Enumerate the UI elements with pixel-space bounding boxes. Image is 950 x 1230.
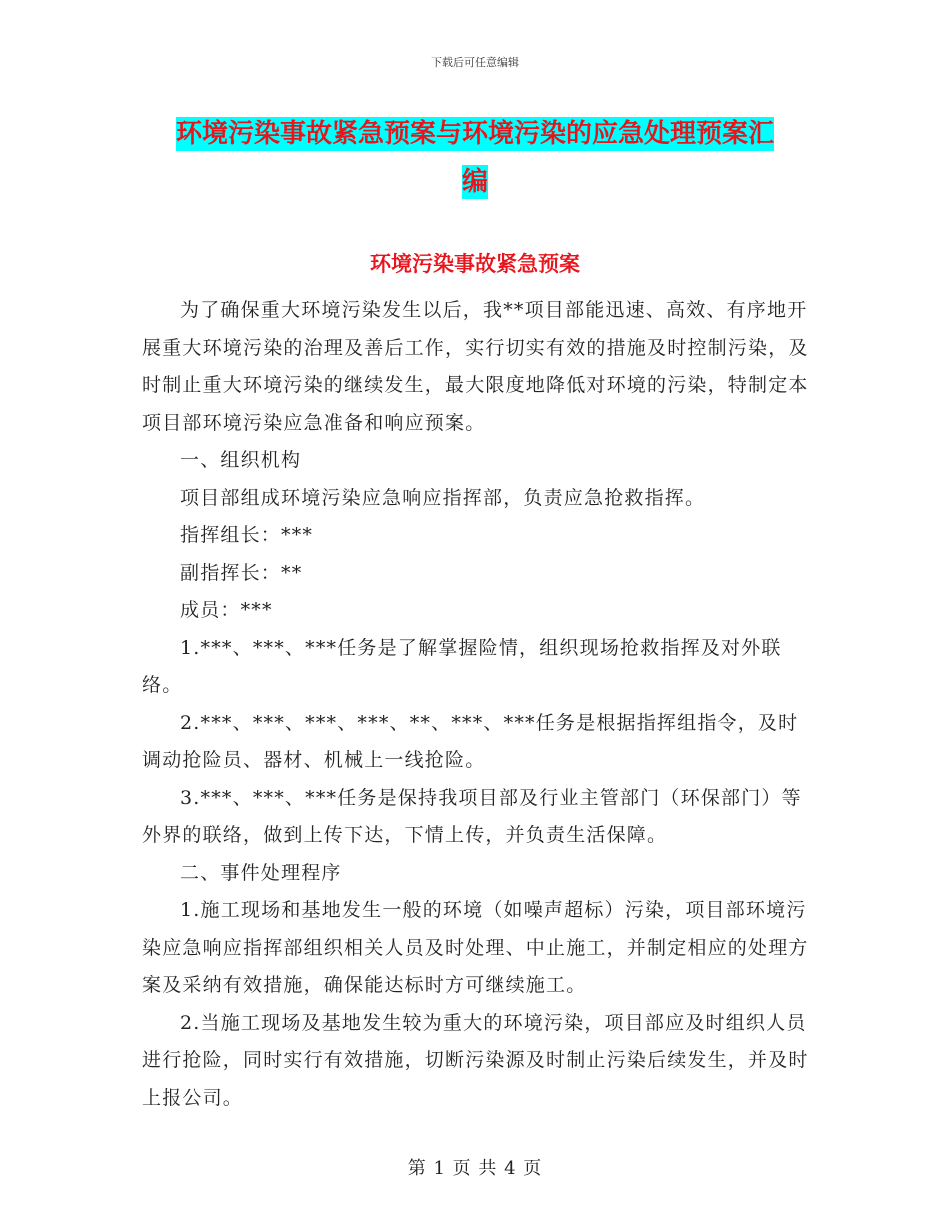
paragraph: 3.***、***、***任务是保持我项目部及行业主管部门（环保部门）等外界的联络，做到上传下达，下情上传，并负责生活保障。 [142,786,802,846]
paragraph: 成员：*** [180,599,273,621]
page-footer: 第 1 页 共 4 页 [407,1158,543,1179]
paragraph: 1.施工现场和基地发生一般的环境（如噪声超标）污染，项目部环境污染应急响应指挥部组织相关人员及时处理、中止施工，并制定相应的处理方案及采纳有效措施，确保能达标时方可继续施工。 [142,899,809,996]
document-title [140,110,810,206]
paragraph: 项目部组成环境污染应急响应指挥部，负责应急抢救指挥。 [180,486,706,509]
paragraph: 2.***、***、***、***、**、***、***任务是根据指挥组指令，及时调动抢险员、器材、机械上一线抢险。 [142,711,799,771]
title-line-1: 环境污染事故紧急预案与环境污染的应急处理预案汇 [175,119,774,149]
paragraph-intro: 为了确保重大环境污染发生以后，我**项目部能迅速、高效、有序地开展重大环境污染的治理及善后工作，实行切实有效的措施及时控制污染，及时制止重大环境污染的继续发生，最大限度地降低对环境的污染，特制定本项目部环境污染应急准备和响应预案。 [142,299,809,434]
paragraph: 1.***、***、***任务是了解掌握险情，组织现场抢救指挥及对外联络。 [142,636,782,696]
header-note: 下载后可任意编辑 [431,56,519,69]
heading-procedure: 二、事件处理程序 [180,861,342,884]
paragraph: 2.当施工现场及基地发生较为重大的环境污染，项目部应及时组织人员进行抢险，同时实行有效措施，切断污染源及时制止污染后续发生，并及时上报公司。 [142,1011,809,1109]
document-body [142,292,812,1117]
section-title: 环境污染事故紧急预案 [370,251,580,276]
title-line-2: 编 [461,167,488,197]
paragraph: 指挥组长：*** [180,524,314,546]
paragraph: 副指挥长：** [180,561,303,584]
heading-organization: 一、组织机构 [180,449,302,471]
